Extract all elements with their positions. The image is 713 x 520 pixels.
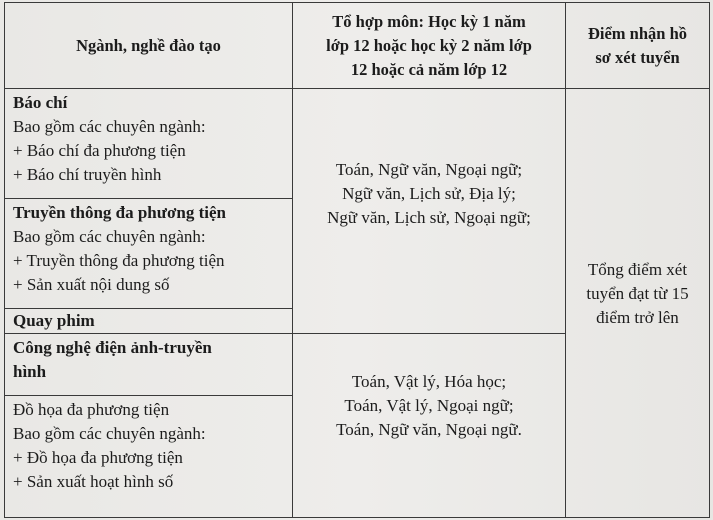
program-multimedia-graphics (5, 396, 293, 518)
threshold-line: điểm trở lên (596, 308, 679, 327)
combination-line: Toán, Vật lý, Hóa học; (351, 371, 507, 391)
header-threshold-line: Điểm nhận hồ (587, 23, 688, 43)
program-line: + Truyền thông đa phương tiện (13, 251, 225, 270)
combination-line: Toán, Vật lý, Ngoại ngữ; (344, 395, 514, 415)
program-film-tv-technology (5, 334, 293, 396)
program-line: + Báo chí truyền hình (13, 165, 162, 184)
program-line: + Sản xuất hoạt hình số (13, 472, 174, 491)
program-line: Bao gồm các chuyên ngành: (13, 424, 206, 443)
header-combination-line: 12 hoặc cả năm lớp 12 (350, 59, 508, 79)
program-line: + Sản xuất nội dung số (13, 275, 170, 294)
header-combination (293, 3, 566, 89)
program-title: Công nghệ điện ảnh-truyền (13, 338, 212, 357)
threshold-line: Tổng điểm xét (587, 260, 688, 279)
program-line: + Báo chí đa phương tiện (13, 141, 186, 160)
header-program-label: Ngành, nghề đào tạo (76, 35, 221, 55)
program-title: Truyền thông đa phương tiện (13, 203, 226, 222)
threshold-cell (566, 89, 710, 518)
header-row (5, 3, 710, 89)
program-cinematography (5, 309, 293, 334)
program-title: Báo chí (13, 93, 68, 112)
combination-line: Ngữ văn, Lịch sử, Địa lý; (342, 184, 516, 203)
admission-table (4, 2, 710, 518)
program-line: Đồ họa đa phương tiện (13, 400, 170, 419)
combination-group-2 (293, 334, 566, 518)
combination-group-1 (293, 89, 566, 334)
program-row-journalism (5, 89, 710, 199)
program-title: Quay phim (13, 311, 95, 330)
header-threshold (566, 3, 710, 89)
program-multimedia-communication (5, 199, 293, 309)
combination-line: Toán, Ngữ văn, Ngoại ngữ; (335, 160, 523, 179)
program-journalism (5, 89, 293, 199)
program-line: Bao gồm các chuyên ngành: (13, 227, 206, 246)
program-line: Bao gồm các chuyên ngành: (13, 117, 206, 136)
combination-line: Ngữ văn, Lịch sử, Ngoại ngữ; (327, 208, 531, 227)
header-combination-line: lớp 12 hoặc học kỳ 2 năm lớp (326, 35, 532, 55)
program-line: + Đồ họa đa phương tiện (13, 448, 183, 467)
header-program (5, 3, 293, 89)
threshold-line: tuyển đạt từ 15 (586, 284, 689, 303)
header-threshold-line: sơ xét tuyển (595, 47, 680, 67)
header-combination-line: Tổ hợp môn: Học kỳ 1 năm (332, 11, 526, 31)
combination-line: Toán, Ngữ văn, Ngoại ngữ. (336, 419, 522, 439)
program-title: hình (13, 362, 47, 381)
